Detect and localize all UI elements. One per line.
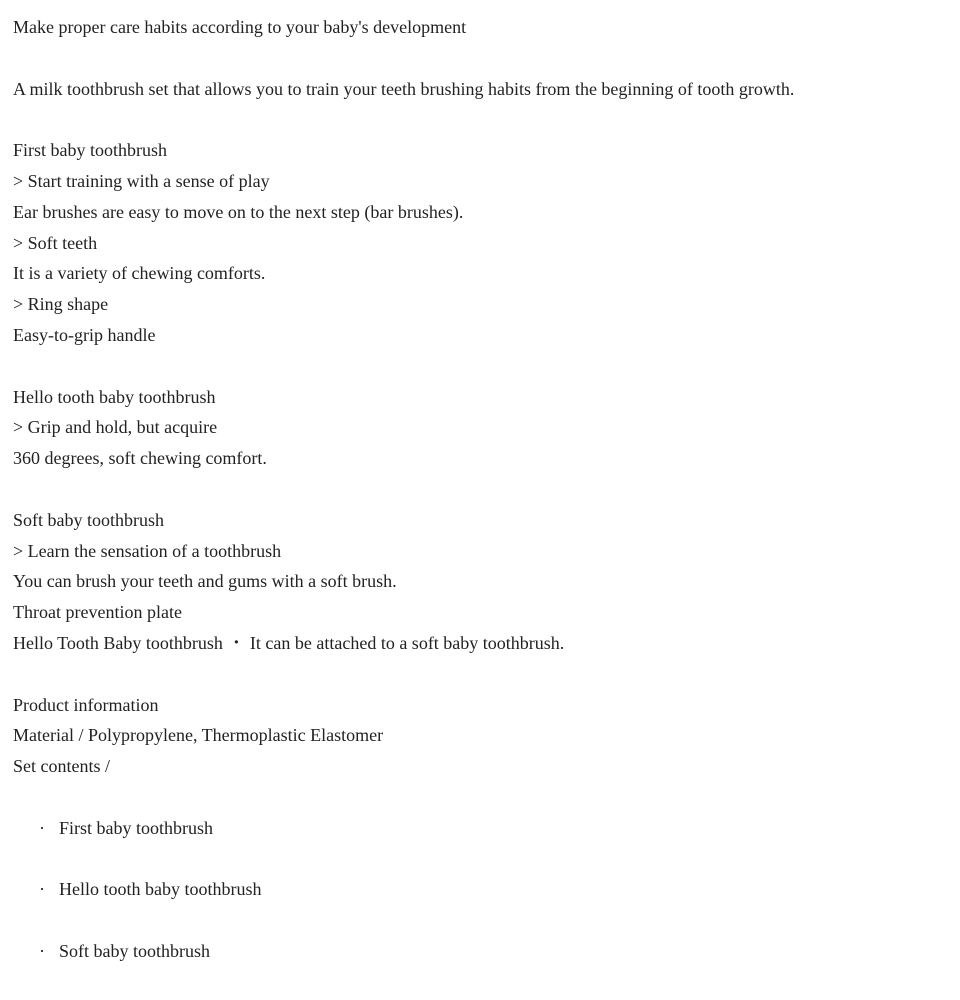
hello-brush-feature-1-text: 360 degrees, soft chewing comfort. — [13, 448, 267, 469]
first-brush-feature-2-text: It is a variety of chewing comforts. — [13, 263, 266, 284]
set-contents-label: Set contents / — [13, 756, 110, 777]
soft-brush-feature-1-text: You can brush your teeth and gums with a soft brush. — [13, 571, 397, 592]
spacer — [13, 476, 960, 507]
soft-brush-title: Soft baby toothbrush — [13, 509, 164, 530]
material-line: Material / Polypropylene, Thermoplastic Elastomer — [13, 725, 384, 746]
list-item-label: Soft baby toothbrush — [59, 940, 210, 961]
bullet-icon: · — [39, 940, 45, 961]
list-item — [13, 876, 960, 938]
soft-brush-feature-1-title: > Learn the sensation of a toothbrush — [13, 540, 282, 561]
plate-text: Hello Tooth Baby toothbrush ・ It can be attached to a soft baby toothbrush. — [13, 632, 565, 653]
first-brush-feature-3-title: > Ring shape — [13, 294, 109, 315]
list-item — [13, 938, 960, 1000]
hello-brush-title: Hello tooth baby toothbrush — [13, 386, 216, 407]
plate-title: Throat prevention plate — [13, 602, 182, 623]
list-item — [13, 815, 960, 877]
spacer — [13, 661, 960, 692]
intro-description: A milk toothbrush set that allows you to train your teeth brushing habits from the beginning of tooth growth. — [13, 78, 795, 99]
list-item-label: First baby toothbrush — [59, 817, 214, 838]
intro-heading: Make proper care habits according to your baby's development — [13, 17, 467, 37]
first-brush-title: First baby toothbrush — [13, 140, 168, 161]
spacer — [13, 784, 960, 815]
list-item-label: Hello tooth baby toothbrush — [59, 879, 262, 900]
first-brush-feature-1-title: > Start training with a sense of play — [13, 170, 270, 191]
first-brush-feature-1-text: Ear brushes are easy to move on to the next step (bar brushes). — [13, 201, 464, 222]
spacer — [13, 45, 960, 76]
first-brush-feature-3-text: Easy-to-grip handle — [13, 324, 156, 345]
bullet-icon: · — [39, 879, 45, 900]
set-contents-list — [13, 815, 960, 1000]
spacer — [13, 353, 960, 384]
bullet-icon: · — [39, 817, 45, 838]
spacer — [13, 106, 960, 137]
product-info-title: Product information — [13, 694, 159, 715]
hello-brush-feature-1-title: > Grip and hold, but acquire — [13, 417, 218, 438]
first-brush-feature-2-title: > Soft teeth — [13, 232, 98, 253]
